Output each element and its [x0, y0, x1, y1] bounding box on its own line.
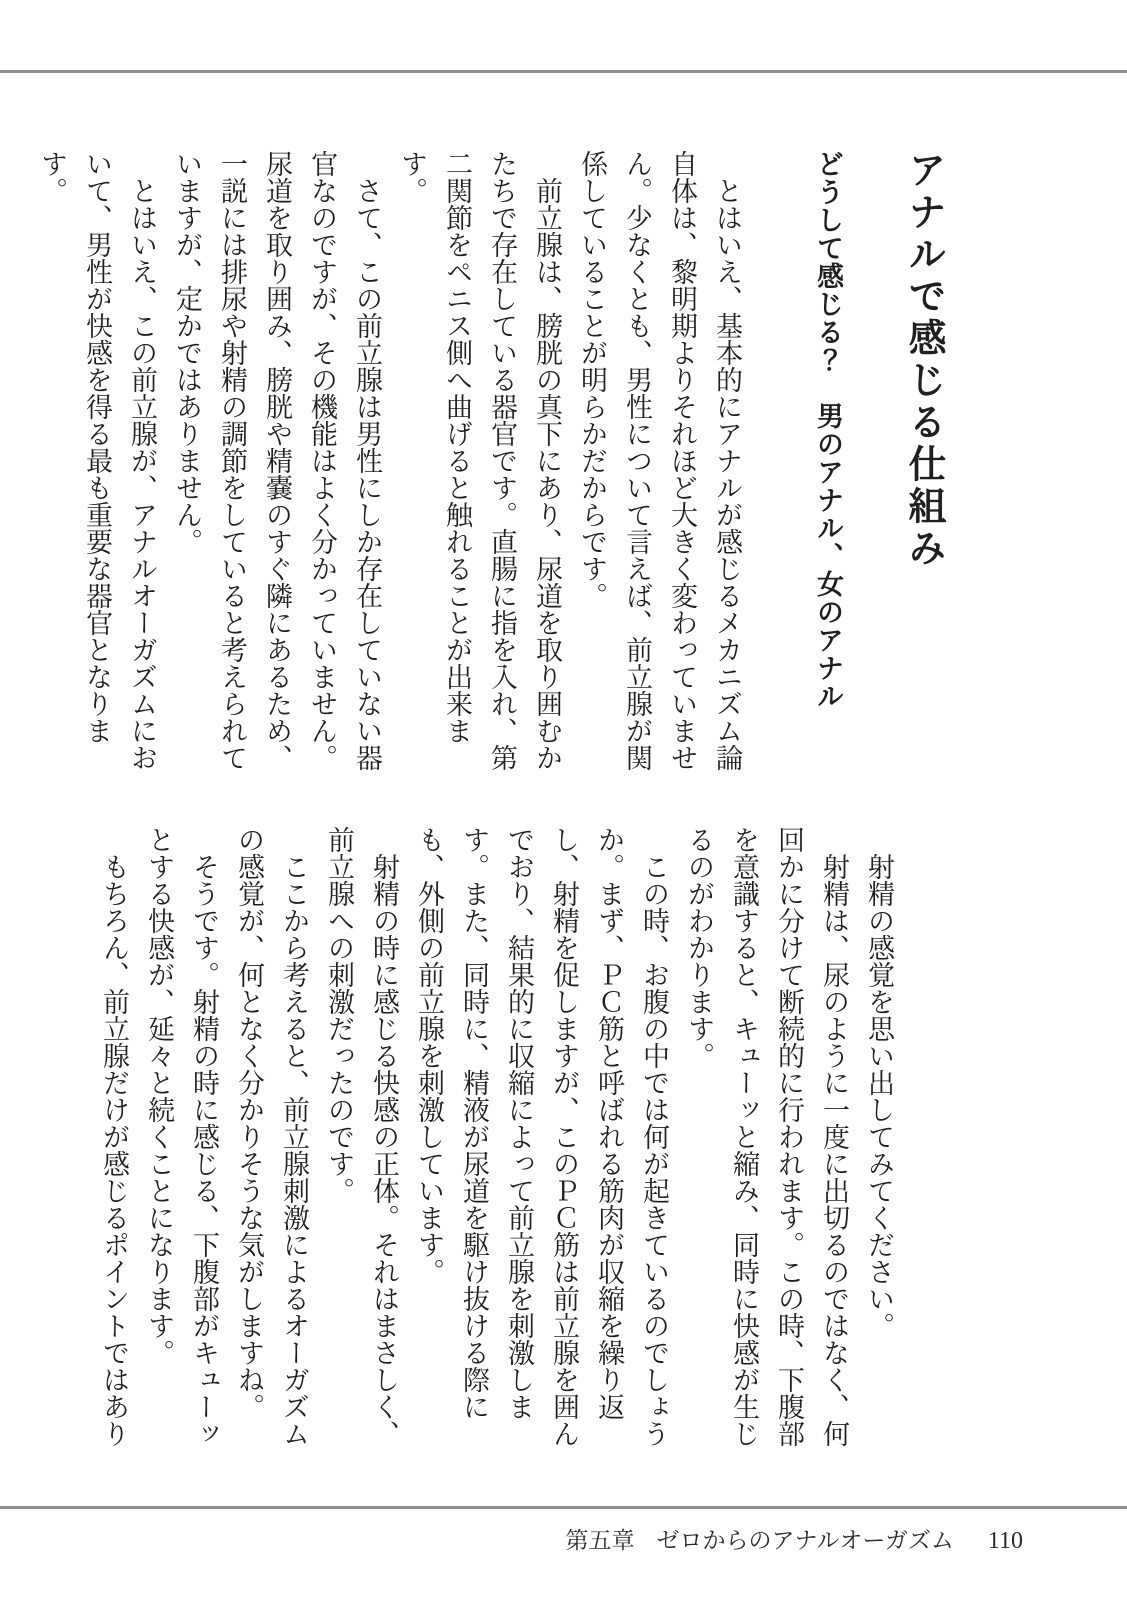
- paragraph: とはいえ、この前立腺が、アナルオーガズムにおいて、男性が快感を得る最も重要な器官となります。: [37, 150, 157, 771]
- running-title: ゼロからのアナルオーガズム: [656, 1528, 954, 1553]
- page-subtitle: どうして感じる？ 男のアナル、女のアナル: [813, 150, 843, 710]
- paragraph: もちろん、前立腺だけが感じるポイントではあり: [99, 853, 129, 1447]
- top-rule: [0, 70, 1127, 73]
- paragraph: 射精の感覚を思い出してみてください。: [864, 853, 894, 1339]
- paragraph: さて、この前立腺は男性にしか存在していない器官なのですが、その機能はよく分かっていません。尿道を取り囲み、膀胱や精嚢のすぐ隣にあるため、一説には排尿や射精の調節をしていると考えられていますが、定かではありません。: [172, 150, 382, 771]
- page-footer: [566, 1522, 1024, 1555]
- page-number: 110: [987, 1528, 1023, 1554]
- paragraph: 射精は、尿のように一度に出切るのではなく、何回かに分けて断続的に行われます。この時、下腹部を意識すると、キューッと縮み、同時に快感が生じるのがわかります。: [684, 826, 849, 1447]
- section-mechanism: [29, 150, 949, 778]
- chapter-label: 第五章: [565, 1528, 635, 1553]
- paragraph: 前立腺は、膀胱の真下にあり、尿道を取り囲むかたちで存在している器官です。直腸に指を入れ、第二関節をペニス側へ曲げると触れることが出来ます。: [397, 150, 562, 771]
- paragraph: この時、お腹の中では何が起きているのでしょうか。まず、ＰＣ筋と呼ばれる筋肉が収縮を繰り返し、射精を促しますが、このＰＣ筋は前立腺を囲んでおり、結果的に収縮によって前立腺を刺激します。また、同時に、精液が尿道を駆け抜ける際にも、外側の前立腺を刺激しています。: [414, 826, 669, 1447]
- paragraph: そうです。射精の時に感じる、下腹部がキューッとする快感が、延々と続くことになります。: [144, 826, 219, 1447]
- page-title: アナルで感じる仕組み: [902, 150, 944, 570]
- paragraph: ここから考えると、前立腺刺激によるオーガズムの感覚が、何となく分かりそうな気がしますね。: [234, 826, 309, 1447]
- paragraph: とはいえ、基本的にアナルが感じるメカニズム論自体は、黎明期よりそれほど大きく変わっていません。少なくとも、男性について言えば、前立腺が関係していることが明らかだからです。: [577, 150, 742, 771]
- section-ejaculation: [91, 826, 901, 1454]
- paragraph: 射精の時に感じる快感の正体。それはまさしく、前立腺への刺激だったのです。: [324, 826, 399, 1447]
- footer-rule: [0, 1506, 1127, 1509]
